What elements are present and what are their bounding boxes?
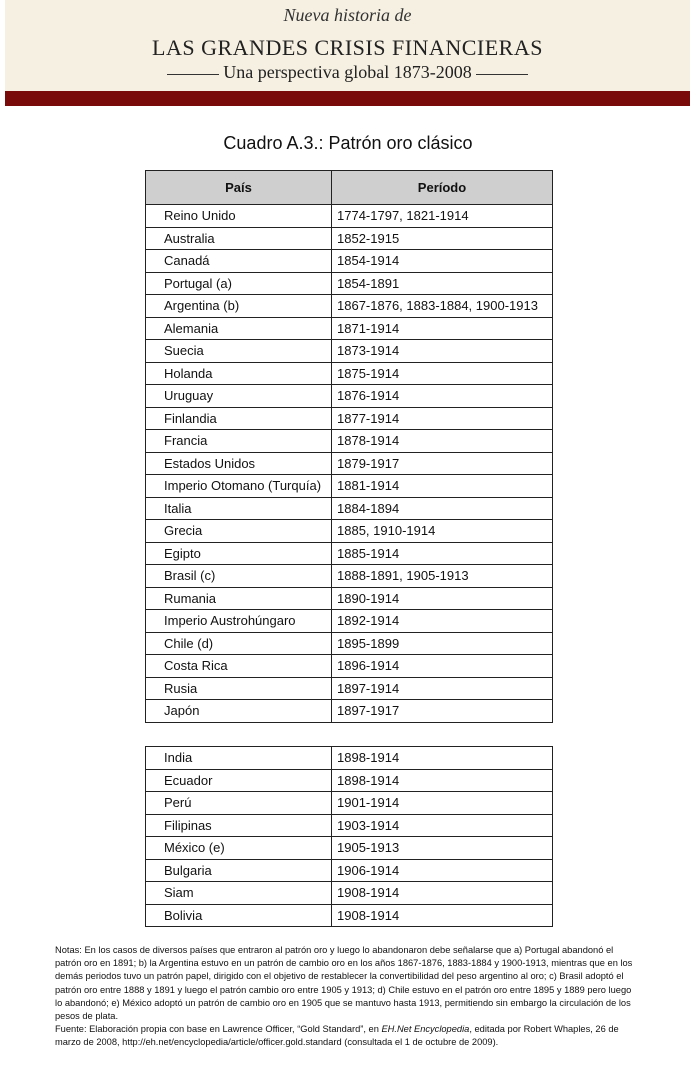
table-row xyxy=(146,520,553,543)
period-cell: 1908-1914 xyxy=(332,882,553,905)
table-row xyxy=(146,882,553,905)
country-cell: Portugal (a) xyxy=(146,272,332,295)
table-row xyxy=(146,700,553,723)
table-row xyxy=(146,385,553,408)
country-cell: Bolivia xyxy=(146,904,332,927)
notes-text: Notas: En los casos de diversos países que entraron al patrón oro y luego lo abandonaron debe señalarse que a) Portugal abandonó el patrón oro en 1891; b) la Argentina estuvo en un patrón de cambio oro en los años 1867-1876, 1883-1884 y 1900-1913, mientras que en los demás periodos tuvo un patrón papel, dirigido con el objetivo de restablecer la convertibilidad del peso argentino al oro; c) Brasil adoptó el patrón oro entre 1888 y 1891 y luego el patrón cambio oro entre 1905 y 1913; d) Chile estuvo en el patrón oro entre 1895 y 1889 pero luego lo abandonó; e) México adoptó un patrón de cambio oro en 1905 que se mantuvo hasta 1913, permitiendo sin embargo la circulación de los pesos de plata. xyxy=(55,945,633,1022)
country-cell: Filipinas xyxy=(146,814,332,837)
table-row xyxy=(146,814,553,837)
table-title: Cuadro A.3.: Patrón oro clásico xyxy=(223,133,473,153)
table-row xyxy=(146,430,553,453)
period-cell: 1877-1914 xyxy=(332,407,553,430)
country-cell: Reino Unido xyxy=(146,205,332,228)
country-cell: Holanda xyxy=(146,362,332,385)
column-header-country: País xyxy=(146,171,332,205)
period-cell: 1897-1914 xyxy=(332,677,553,700)
table-row xyxy=(146,859,553,882)
period-cell: 1879-1917 xyxy=(332,452,553,475)
header-subtitle-bottom xyxy=(5,62,690,83)
table-row xyxy=(146,904,553,927)
period-cell: 1892-1914 xyxy=(332,610,553,633)
country-cell: Estados Unidos xyxy=(146,452,332,475)
period-cell: 1881-1914 xyxy=(332,475,553,498)
country-cell: Francia xyxy=(146,430,332,453)
header-subtitle-bottom-text: Una perspectiva global 1873-2008 xyxy=(223,62,472,82)
period-cell: 1854-1914 xyxy=(332,250,553,273)
country-cell: Perú xyxy=(146,792,332,815)
left-rule xyxy=(167,74,219,75)
period-cell: 1885, 1910-1914 xyxy=(332,520,553,543)
book-header xyxy=(5,0,690,91)
table-row xyxy=(146,677,553,700)
table-row xyxy=(146,610,553,633)
right-rule xyxy=(476,74,528,75)
period-cell: 1884-1894 xyxy=(332,497,553,520)
country-cell: Brasil (c) xyxy=(146,565,332,588)
source-italic: EH.Net Encyclopedia xyxy=(381,1024,470,1035)
period-cell: 1895-1899 xyxy=(332,632,553,655)
period-cell: 1897-1917 xyxy=(332,700,553,723)
table-row xyxy=(146,205,553,228)
country-cell: Grecia xyxy=(146,520,332,543)
table-row xyxy=(146,452,553,475)
period-cell: 1908-1914 xyxy=(332,904,553,927)
country-cell: Imperio Austrohúngaro xyxy=(146,610,332,633)
country-cell: Rusia xyxy=(146,677,332,700)
column-header-period: Período xyxy=(332,171,553,205)
country-cell: Finlandia xyxy=(146,407,332,430)
country-cell: Uruguay xyxy=(146,385,332,408)
period-cell: 1898-1914 xyxy=(332,769,553,792)
table-row xyxy=(146,362,553,385)
table-row xyxy=(146,769,553,792)
period-cell: 1854-1891 xyxy=(332,272,553,295)
country-cell: Argentina (b) xyxy=(146,295,332,318)
period-cell: 1901-1914 xyxy=(332,792,553,815)
table-row xyxy=(146,317,553,340)
country-cell: Suecia xyxy=(146,340,332,363)
table-row xyxy=(146,837,553,860)
table-row xyxy=(146,747,553,770)
country-cell: India xyxy=(146,747,332,770)
table-row xyxy=(146,565,553,588)
period-cell: 1873-1914 xyxy=(332,340,553,363)
period-cell: 1871-1914 xyxy=(332,317,553,340)
header-red-bar xyxy=(5,91,690,106)
table-header-row xyxy=(146,171,553,205)
table-row xyxy=(146,632,553,655)
gold-standard-table-part1 xyxy=(145,170,553,723)
country-cell: Japón xyxy=(146,700,332,723)
country-cell: Australia xyxy=(146,227,332,250)
country-cell: Bulgaria xyxy=(146,859,332,882)
country-cell: Egipto xyxy=(146,542,332,565)
period-cell: 1905-1913 xyxy=(332,837,553,860)
period-cell: 1906-1914 xyxy=(332,859,553,882)
header-title: LAS GRANDES CRISIS FINANCIERAS xyxy=(152,35,543,60)
period-cell: 1890-1914 xyxy=(332,587,553,610)
period-cell: 1774-1797, 1821-1914 xyxy=(332,205,553,228)
table-row xyxy=(146,792,553,815)
country-cell: Costa Rica xyxy=(146,655,332,678)
source-text xyxy=(55,1023,641,1049)
table-row xyxy=(146,587,553,610)
table-row xyxy=(146,340,553,363)
gold-standard-table-part2 xyxy=(145,746,553,927)
country-cell: Rumania xyxy=(146,587,332,610)
period-cell: 1878-1914 xyxy=(332,430,553,453)
country-cell: Alemania xyxy=(146,317,332,340)
country-cell: Chile (d) xyxy=(146,632,332,655)
period-cell: 1876-1914 xyxy=(332,385,553,408)
table-row xyxy=(146,295,553,318)
table-row xyxy=(146,542,553,565)
country-cell: Imperio Otomano (Turquía) xyxy=(146,475,332,498)
period-cell: 1867-1876, 1883-1884, 1900-1913 xyxy=(332,295,553,318)
table-row xyxy=(146,250,553,273)
period-cell: 1852-1915 xyxy=(332,227,553,250)
table-row xyxy=(146,272,553,295)
table-row xyxy=(146,655,553,678)
header-subtitle-top: Nueva historia de xyxy=(283,5,412,25)
period-cell: 1896-1914 xyxy=(332,655,553,678)
country-cell: México (e) xyxy=(146,837,332,860)
table-row xyxy=(146,497,553,520)
country-cell: Canadá xyxy=(146,250,332,273)
country-cell: Siam xyxy=(146,882,332,905)
source-after: , editada por Robert Whaples, 26 de marzo de 2008, http://eh.net/encyclopedia/article/officer.gold.standard (consultada el 1 de octubre de 2009). xyxy=(55,1024,619,1048)
period-cell: 1885-1914 xyxy=(332,542,553,565)
table-row xyxy=(146,227,553,250)
period-cell: 1875-1914 xyxy=(332,362,553,385)
table-row xyxy=(146,475,553,498)
period-cell: 1898-1914 xyxy=(332,747,553,770)
source-before: Fuente: Elaboración propia con base en Lawrence Officer, “Gold Standard”, en xyxy=(55,1024,382,1035)
period-cell: 1888-1891, 1905-1913 xyxy=(332,565,553,588)
table-row xyxy=(146,407,553,430)
table-notes xyxy=(55,944,641,1050)
period-cell: 1903-1914 xyxy=(332,814,553,837)
country-cell: Ecuador xyxy=(146,769,332,792)
country-cell: Italia xyxy=(146,497,332,520)
